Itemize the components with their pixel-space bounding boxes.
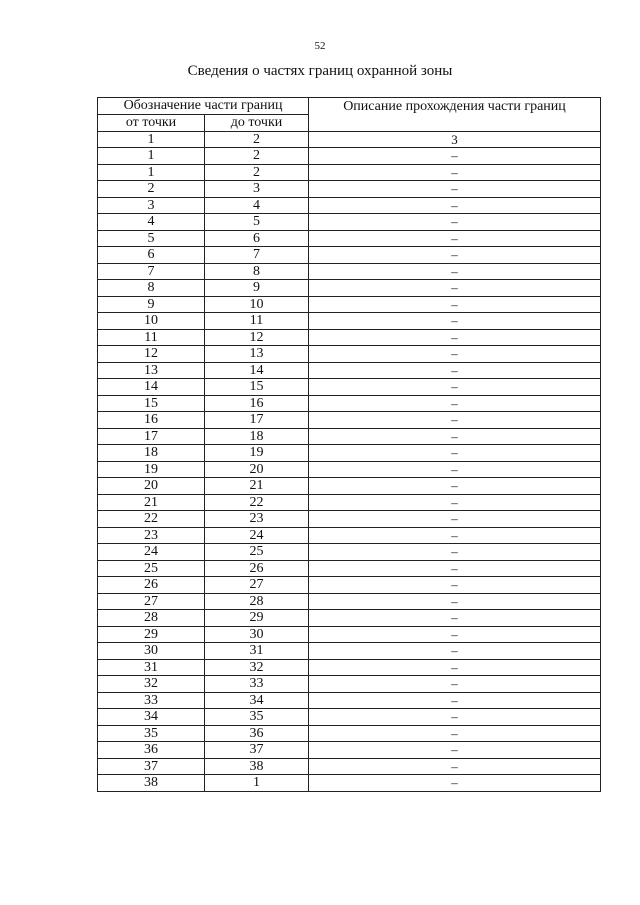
from-point-cell: 27 xyxy=(98,593,205,610)
from-point-cell: 1 xyxy=(98,131,205,148)
from-point-cell: 16 xyxy=(98,412,205,429)
from-point-cell: 6 xyxy=(98,247,205,264)
to-point-cell: 30 xyxy=(205,626,309,643)
table-row xyxy=(98,131,601,148)
from-point-cell: 20 xyxy=(98,478,205,495)
from-point-cell: 19 xyxy=(98,461,205,478)
table-row xyxy=(98,164,601,181)
description-cell: – xyxy=(309,461,601,478)
to-point-cell: 11 xyxy=(205,313,309,330)
table-row xyxy=(98,511,601,528)
table-header xyxy=(98,98,601,132)
table-row xyxy=(98,692,601,709)
from-point-cell: 28 xyxy=(98,610,205,627)
description-cell: – xyxy=(309,313,601,330)
to-point-cell: 29 xyxy=(205,610,309,627)
table-row xyxy=(98,742,601,759)
from-point-cell: 23 xyxy=(98,527,205,544)
from-point-cell: 24 xyxy=(98,544,205,561)
to-point-cell: 31 xyxy=(205,643,309,660)
description-cell: – xyxy=(309,181,601,198)
description-cell: – xyxy=(309,544,601,561)
table-row xyxy=(98,775,601,792)
table-row xyxy=(98,280,601,297)
description-cell: – xyxy=(309,659,601,676)
to-point-cell: 38 xyxy=(205,758,309,775)
table-row xyxy=(98,758,601,775)
from-point-cell: 1 xyxy=(98,164,205,181)
from-point-cell: 35 xyxy=(98,725,205,742)
from-point-cell: 18 xyxy=(98,445,205,462)
from-point-cell: 25 xyxy=(98,560,205,577)
header-part-designation: Обозначение части границ xyxy=(98,98,309,115)
from-point-cell: 14 xyxy=(98,379,205,396)
description-cell: – xyxy=(309,379,601,396)
from-point-cell: 17 xyxy=(98,428,205,445)
to-point-cell: 2 xyxy=(205,131,309,148)
description-cell: – xyxy=(309,626,601,643)
table-row xyxy=(98,214,601,231)
to-point-cell: 2 xyxy=(205,148,309,165)
description-cell: – xyxy=(309,577,601,594)
page-number: 52 xyxy=(314,40,326,52)
to-point-cell: 13 xyxy=(205,346,309,363)
table-row xyxy=(98,197,601,214)
to-point-cell: 34 xyxy=(205,692,309,709)
description-cell: – xyxy=(309,148,601,165)
description-cell: – xyxy=(309,362,601,379)
description-cell: – xyxy=(309,527,601,544)
table-row xyxy=(98,560,601,577)
from-point-cell: 31 xyxy=(98,659,205,676)
table-row xyxy=(98,709,601,726)
table-row xyxy=(98,659,601,676)
table-row xyxy=(98,626,601,643)
table-row xyxy=(98,610,601,627)
description-cell: – xyxy=(309,511,601,528)
description-cell: – xyxy=(309,296,601,313)
from-point-cell: 3 xyxy=(98,197,205,214)
from-point-cell: 36 xyxy=(98,742,205,759)
to-point-cell: 37 xyxy=(205,742,309,759)
to-point-cell: 19 xyxy=(205,445,309,462)
description-cell: – xyxy=(309,214,601,231)
from-point-cell: 21 xyxy=(98,494,205,511)
table-row xyxy=(98,544,601,561)
document-title: Сведения о частях границ охранной зоны xyxy=(187,63,453,79)
table-row xyxy=(98,461,601,478)
table-row xyxy=(98,395,601,412)
description-cell: 3 xyxy=(309,131,601,148)
description-cell: – xyxy=(309,247,601,264)
table-row xyxy=(98,263,601,280)
to-point-cell: 6 xyxy=(205,230,309,247)
description-cell: – xyxy=(309,775,601,792)
to-point-cell: 22 xyxy=(205,494,309,511)
from-point-cell: 13 xyxy=(98,362,205,379)
from-point-cell: 8 xyxy=(98,280,205,297)
description-cell: – xyxy=(309,280,601,297)
description-cell: – xyxy=(309,197,601,214)
to-point-cell: 24 xyxy=(205,527,309,544)
description-cell: – xyxy=(309,445,601,462)
to-point-cell: 18 xyxy=(205,428,309,445)
description-cell: – xyxy=(309,742,601,759)
from-point-cell: 26 xyxy=(98,577,205,594)
boundary-parts-table xyxy=(97,97,601,792)
to-point-cell: 14 xyxy=(205,362,309,379)
table-row xyxy=(98,329,601,346)
description-cell: – xyxy=(309,329,601,346)
to-point-cell: 12 xyxy=(205,329,309,346)
to-point-cell: 10 xyxy=(205,296,309,313)
to-point-cell: 28 xyxy=(205,593,309,610)
header-from-point: от точки xyxy=(98,115,205,132)
from-point-cell: 5 xyxy=(98,230,205,247)
description-cell: – xyxy=(309,230,601,247)
to-point-cell: 32 xyxy=(205,659,309,676)
table-row xyxy=(98,445,601,462)
table-row xyxy=(98,494,601,511)
from-point-cell: 4 xyxy=(98,214,205,231)
from-point-cell: 2 xyxy=(98,181,205,198)
from-point-cell: 30 xyxy=(98,643,205,660)
description-cell: – xyxy=(309,643,601,660)
table-row xyxy=(98,346,601,363)
table-row xyxy=(98,296,601,313)
table-row xyxy=(98,181,601,198)
to-point-cell: 1 xyxy=(205,775,309,792)
table-row xyxy=(98,313,601,330)
table-row xyxy=(98,577,601,594)
to-point-cell: 3 xyxy=(205,181,309,198)
to-point-cell: 26 xyxy=(205,560,309,577)
header-description: Описание прохождения части границ xyxy=(309,98,601,132)
table-row xyxy=(98,676,601,693)
table-row xyxy=(98,643,601,660)
to-point-cell: 7 xyxy=(205,247,309,264)
from-point-cell: 9 xyxy=(98,296,205,313)
from-point-cell: 34 xyxy=(98,709,205,726)
boundary-parts-table-container xyxy=(97,97,600,792)
to-point-cell: 20 xyxy=(205,461,309,478)
to-point-cell: 36 xyxy=(205,725,309,742)
description-cell: – xyxy=(309,494,601,511)
description-cell: – xyxy=(309,709,601,726)
from-point-cell: 38 xyxy=(98,775,205,792)
table-row xyxy=(98,593,601,610)
to-point-cell: 15 xyxy=(205,379,309,396)
table-row xyxy=(98,725,601,742)
to-point-cell: 4 xyxy=(205,197,309,214)
description-cell: – xyxy=(309,395,601,412)
table-header-row-1 xyxy=(98,98,601,115)
from-point-cell: 37 xyxy=(98,758,205,775)
description-cell: – xyxy=(309,478,601,495)
from-point-cell: 33 xyxy=(98,692,205,709)
to-point-cell: 33 xyxy=(205,676,309,693)
table-body xyxy=(98,131,601,791)
table-row xyxy=(98,247,601,264)
table-row xyxy=(98,428,601,445)
from-point-cell: 15 xyxy=(98,395,205,412)
from-point-cell: 11 xyxy=(98,329,205,346)
to-point-cell: 16 xyxy=(205,395,309,412)
to-point-cell: 2 xyxy=(205,164,309,181)
description-cell: – xyxy=(309,428,601,445)
description-cell: – xyxy=(309,676,601,693)
from-point-cell: 10 xyxy=(98,313,205,330)
table-row xyxy=(98,478,601,495)
to-point-cell: 35 xyxy=(205,709,309,726)
to-point-cell: 27 xyxy=(205,577,309,594)
header-to-point: до точки xyxy=(205,115,309,132)
description-cell: – xyxy=(309,610,601,627)
description-cell: – xyxy=(309,692,601,709)
from-point-cell: 12 xyxy=(98,346,205,363)
to-point-cell: 17 xyxy=(205,412,309,429)
table-row xyxy=(98,527,601,544)
to-point-cell: 21 xyxy=(205,478,309,495)
to-point-cell: 8 xyxy=(205,263,309,280)
description-cell: – xyxy=(309,593,601,610)
from-point-cell: 22 xyxy=(98,511,205,528)
description-cell: – xyxy=(309,412,601,429)
description-cell: – xyxy=(309,758,601,775)
description-cell: – xyxy=(309,725,601,742)
table-row xyxy=(98,230,601,247)
table-row xyxy=(98,148,601,165)
description-cell: – xyxy=(309,263,601,280)
description-cell: – xyxy=(309,346,601,363)
description-cell: – xyxy=(309,560,601,577)
table-row xyxy=(98,379,601,396)
from-point-cell: 1 xyxy=(98,148,205,165)
to-point-cell: 5 xyxy=(205,214,309,231)
to-point-cell: 25 xyxy=(205,544,309,561)
description-cell: – xyxy=(309,164,601,181)
to-point-cell: 9 xyxy=(205,280,309,297)
from-point-cell: 7 xyxy=(98,263,205,280)
from-point-cell: 29 xyxy=(98,626,205,643)
from-point-cell: 32 xyxy=(98,676,205,693)
table-row xyxy=(98,362,601,379)
table-row xyxy=(98,412,601,429)
to-point-cell: 23 xyxy=(205,511,309,528)
